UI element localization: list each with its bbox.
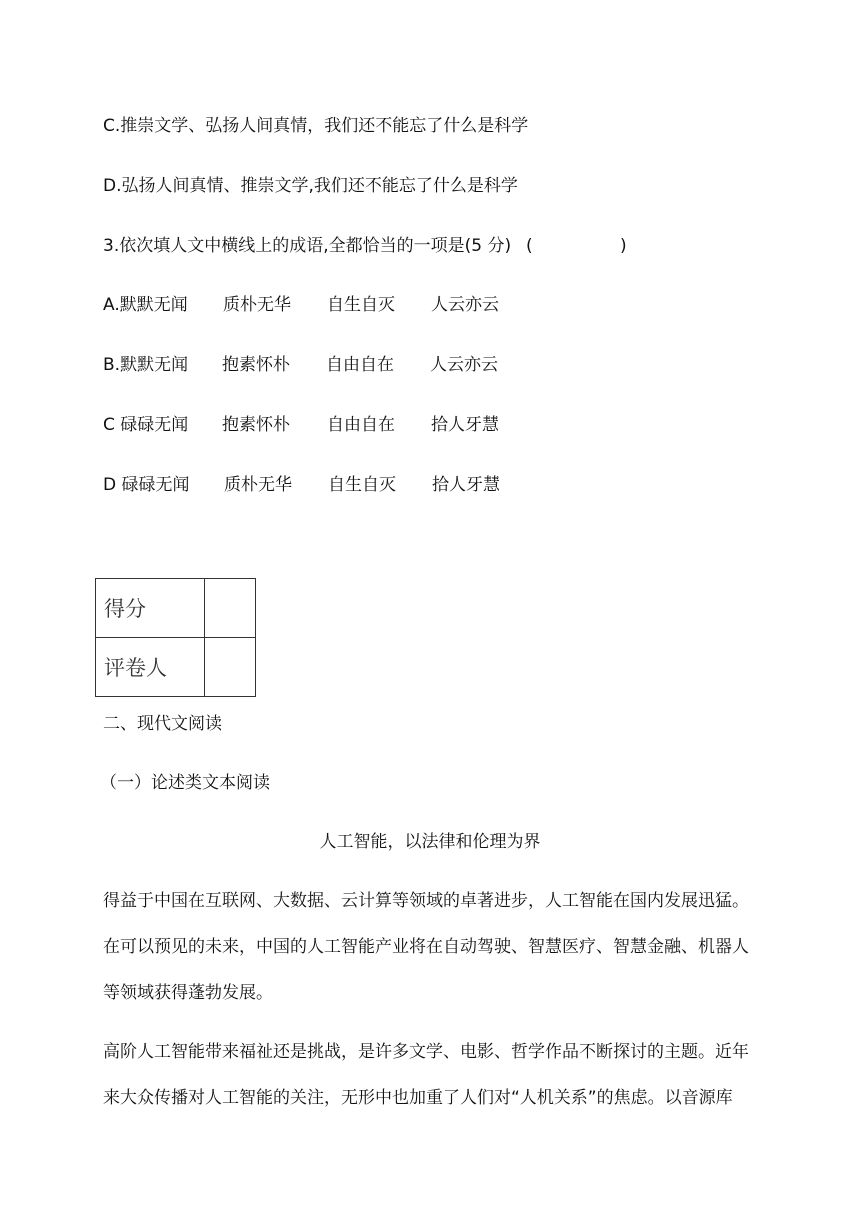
score-cell (205, 579, 256, 638)
option-a-word-3: 人云亦云 (431, 295, 499, 315)
score-label: 得分 (96, 579, 205, 638)
answer-paren-close: ) (620, 236, 627, 256)
option-b-word-2: 自由自在 (326, 355, 394, 375)
option-c-word-1: 抱素怀朴 (222, 415, 290, 435)
option-c-previous: C.推崇文学、弘扬人间真情，我们还不能忘了什么是科学 (103, 116, 529, 136)
article-paragraph-1-line-3: 等领域获得蓬勃发展。 (103, 983, 273, 1003)
answer-paren-open: ( (526, 236, 533, 256)
article-paragraph-2-line-2: 来大众传播对人工智能的关注，无形中也加重了人们对“人机关系”的焦虑。以音源库 (103, 1088, 733, 1108)
option-d-word-1: 质朴无华 (224, 475, 292, 495)
question-3-stem: 3.依次填人文中横线上的成语,全都恰当的一项是(5 分) (103, 236, 512, 256)
option-d-word-3: 拾人牙慧 (432, 475, 500, 495)
score-table (95, 578, 256, 697)
grader-label: 评卷人 (96, 638, 205, 697)
option-a-label: A.默默无闻 (103, 295, 188, 315)
question-3-stem-row (103, 236, 627, 256)
option-d-word-2: 自生自灭 (328, 475, 396, 495)
option-a-word-1: 质朴无华 (223, 295, 291, 315)
article-title: 人工智能，以法律和伦理为界 (319, 832, 541, 852)
option-b-word-1: 抱素怀朴 (222, 355, 290, 375)
article-paragraph-1-line-1: 得益于中国在互联网、大数据、云计算等领域的卓著进步，人工智能在国内发展迅猛。 (103, 891, 749, 911)
option-c-label: C 碌碌无闻 (103, 415, 189, 435)
section-subheading: （一）论述类文本阅读 (100, 773, 270, 793)
option-c-word-3: 拾人牙慧 (431, 415, 499, 435)
option-d-previous: D.弘扬人间真情、推崇文学,我们还不能忘了什么是科学 (103, 176, 518, 196)
option-c-word-2: 自由自在 (327, 415, 395, 435)
grader-cell (205, 638, 256, 697)
option-d-label: D 碌碌无闻 (103, 475, 190, 495)
option-a-word-2: 自生自灭 (327, 295, 395, 315)
section-heading: 二、现代文阅读 (103, 714, 222, 734)
option-b-label: B.默默无闻 (103, 355, 189, 375)
option-b-word-3: 人云亦云 (430, 355, 498, 375)
article-paragraph-1-line-2: 在可以预见的未来，中国的人工智能产业将在自动驾驶、智慧医疗、智慧金融、机器人 (103, 937, 749, 957)
article-paragraph-2-line-1: 高阶人工智能带来福祉还是挑战，是许多文学、电影、哲学作品不断探讨的主题。近年 (103, 1042, 749, 1062)
